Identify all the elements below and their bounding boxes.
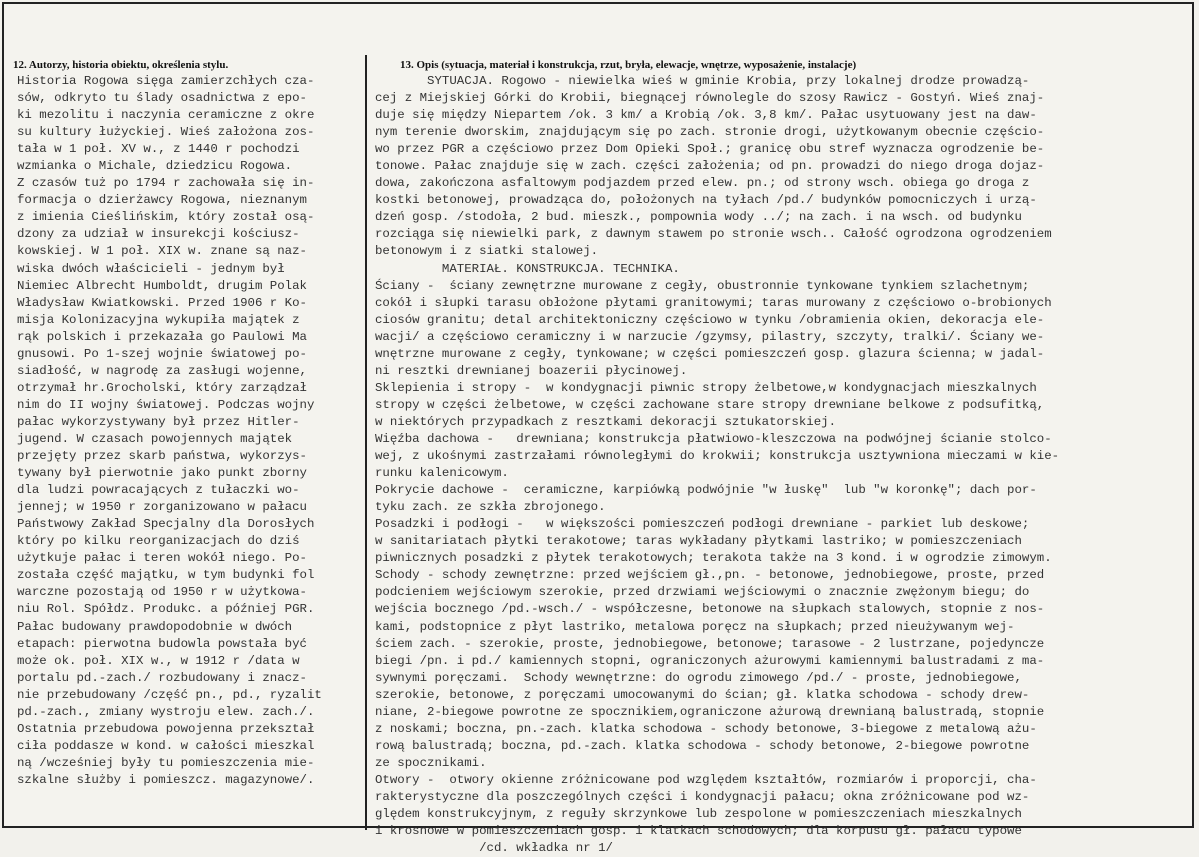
history-line: tała w 1 poł. XV w., z 1440 r pochodzi [17,142,300,157]
description-line: tonowe. Pałac znajduje się w zach. części założenia; od pn. prowadzi do niego droga dojaz- [375,159,1045,174]
description-line: cokół i słupki tarasu obłożone płytami granitowymi; taras murowany z częściowo o-brobionych [375,295,1052,310]
history-line: Władysław Kwiatkowski. Przed 1906 r Ko- [17,295,307,310]
section-12-header: 12. Autorzy, historia obiektu, określenia stylu. [13,59,229,71]
description-line: biegi /pn. i pd./ kamiennych stopni, ograniczonych ażurowymi kamiennymi balustradami z ma- [375,653,1045,668]
description-line: Pokrycie dachowe - ceramiczne, karpiówką podwójnie "w łuskę" lub "w koronkę"; dach por- [375,483,1037,498]
description-line: piwnicznych posadzki z płytek terakotowych; terakota także na 3 kond. i w ogrodzie zimowym. [375,551,1052,566]
history-line: nie przebudowany /część pn., pd., ryzalit [17,687,322,702]
history-line: Z czasów tuż po 1794 r zachowała się in- [17,176,315,191]
history-line: su kultury łużyckiej. Wieś założona zos- [17,125,315,140]
description-line: ze spocznikami. [375,755,487,770]
history-line: niu Rol. Spółdz. Produkc. a później PGR. [17,602,315,617]
history-line: Niemiec Albrecht Humboldt, drugim Polak [17,278,307,293]
description-line: rozciąga się niewielki park, z dawnym stawem po stronie wsch.. Całość ogrodzona ogrodzeniem [375,227,1052,242]
history-line: misja Kolonizacyjna wykupiła majątek z [17,312,300,327]
description-line: Otwory - otwory okienne zróżnicowane pod względem kształtów, rozmiarów i proporcji, cha- [375,772,1037,787]
description-line: szerokie, betonowe, z poręczami umocowanymi do ścian; gł. klatka schodowa - schody drew- [375,687,1030,702]
history-line: z imienia Cieślińskim, który został osą- [17,210,315,225]
description-line: niane, 2-biegowe powrotne ze spocznikiem,ograniczone ażurową drewnianą balustradą, stopnie [375,704,1045,719]
description-line: cej z Miejskiej Górki do Krobii, biegnącej równolegle do szosy Rawicz - Gostyń. Wieś znaj- [375,91,1045,106]
description-line: SYTUACJA. Rogowo - niewielka wieś w gminie Krobia, przy lokalnej drodze prowadzą- [375,74,1030,88]
description-line: Ściany - ściany zewnętrzne murowane z cegły, obustronnie tynkowane tynkiem szlachetnym; [375,278,1030,293]
description-line: dzeń gosp. /stodoła, 2 bud. mieszk., pompownia wody ../; na zach. i na wsch. od budynku [375,210,1022,225]
history-line: ki mezolitu i naczynia ceramiczne z okre [17,108,315,123]
history-line: szkalne służby i pomieszcz. magazynowe/. [17,772,315,787]
description-line: Posadzki i podłogi - w większości pomieszczeń podłogi drewniane - parkiet lub deskowe; [375,517,1030,532]
description-line: stropy w części żelbetowe, w części zachowane stare stropy drewniane belkowe z podsufitką, [375,397,1045,412]
description-line: wej, z ukośnymi zastrzałami równoległymi do krokwii; konstrukcja usztywniona mieczami w kie- [375,449,1060,464]
history-text [17,73,360,789]
history-line: przejęty przez skarb państwa, wykorzys- [17,449,307,464]
history-line: portalu pd.-zach./ rozbudowany i znacz- [17,670,307,685]
history-line: pałac wykorzystywany był przez Hitler- [17,414,300,429]
history-line: wzmianka o Michale, dziedzicu Rogowa. [17,159,293,174]
description-line: MATERIAŁ. KONSTRUKCJA. TECHNIKA. [375,261,680,276]
description-line: w niektórych przypadkach z resztkami dekoracji sztukatorskiej. [375,414,837,429]
history-line: formacja o dzierżawcy Rogowa, nieznanym [17,193,307,208]
history-line: rąk polskich i przekazała go Paulowi Ma [17,329,307,344]
section-13-header: 13. Opis (sytuacja, materiał i konstrukcja, rzut, bryła, elewacje, wnętrze, wyposażenie, instalacje) [400,59,857,71]
description-line: wo przez PGR a częściowo przez Dom Opieki Społ.; granicę obu stref wyznacza ogrodzenie be- [375,142,1045,157]
description-line: z noskami; boczna, pn.-zach. klatka schodowa - schody betonowe, 3-biegowe z metalową ażu- [375,721,1037,736]
history-line: została część majątku, w tym budynki fol [17,568,315,583]
description-line: wejścia bocznego /pd.-wsch./ - współczesne, betonowe na słupkach stalowych, stopnie z nos- [375,602,1045,617]
description-line: dowa, zakończona asfaltowym podjazdem przed elew. pn.; od strony wsch. obiega go droga z [375,176,1030,191]
column-divider [365,55,367,830]
description-line: i krosnowe w pomieszczeniach gosp. i klatkach schodowych; dla korpusu gł. pałacu typowe [375,824,1022,839]
description-line: ciosów granitu; detal architektoniczny częściowo w tynku /obramienia okien, dekoracja ele- [375,312,1045,327]
description-line: duje się między Niepartem /ok. 3 km/ a Krobią /ok. 3,8 km/. Pałac usytuowany jest na daw- [375,108,1037,123]
description-line: ściem zach. - szerokie, proste, jednobiegowe, betonowe; tarasowe - 2 lustrzane, pojedyncze [375,636,1045,651]
history-line: kowskiej. W 1 poł. XIX w. znane są naz- [17,244,307,259]
description-line: nym terenie dworskim, znajdującym się po zach. stronie drogi, użytkowanym obecnie częścio- [375,125,1045,140]
history-line: otrzymał hr.Grocholski, który zarządzał [17,380,307,395]
description-line: Więźba dachowa - drewniana; konstrukcja płatwiowo-kleszczowa na podwójnej ścianie stolco- [375,431,1052,446]
description-line: /cd. wkładka nr 1/ [375,841,613,856]
description-line: ględem konstrukcyjnym, z reguły skrzynkowe lub zespolone w pomieszczeniach mieszkalnych [375,807,1022,822]
description-line: podcieniem wejściowym szerokie, przed drzwiami wejściowymi o znacznie zwężonym biegu; do [375,585,1030,600]
history-line: Ostatnia przebudowa powojenna przekształ [17,721,315,736]
history-line: Państwowy Zakład Specjalny dla Dorosłych [17,517,315,532]
history-line: może ok. poł. XIX w., w 1912 r /data w [17,653,300,668]
history-line: siadłość, w nagrodę za zasługi wojenne, [17,363,307,378]
history-line: etapach: pierwotna budowla powstała być [17,636,307,651]
history-line: Pałac budowany prawdopodobnie w dwóch [17,619,293,634]
history-line: ną /wcześniej były tu pomieszczenia mie- [17,755,315,770]
history-line: nim do II wojny światowej. Podczas wojny [17,397,315,412]
description-text [375,73,1187,857]
description-line: w sanitariatach płytki terakotowe; taras wykładany płytkami lastriko; w pomieszczeniach [375,534,1022,549]
description-line: kostki betonowej, prowadząca do, położonych na tyłach /pd./ budynków pomocniczych i urzą- [375,193,1037,208]
description-line: rakterystyczne dla poszczególnych części i kondygnacji pałacu; okna zróżnicowane pod wz- [375,789,1030,804]
description-line: rową balustradą; boczna, pd.-zach. klatka schodowa - schody betonowe, 2-biegowe powrotne [375,738,1030,753]
description-line: kami, podstopnice z płyt lastriko, metalowa poręcz na słupkach; przed nieużywanym wej- [375,619,1015,634]
description-line: tyku zach. ze szkła zbrojonego. [375,500,606,515]
history-line: użytkuje pałac i teren wokół niego. Po- [17,551,307,566]
history-line: Historia Rogowa sięga zamierzchłych cza- [17,74,315,88]
description-line: wacji/ a częściowo ceramiczny i w narzucie /gzymsy, pilastry, szczyty, tralki/. Ściany we- [375,329,1045,344]
description-line: betonowym i z siatki stalowej. [375,244,599,259]
description-line: sywnymi poręczami. Schody wewnętrzne: do ogrodu zimowego /pd./ - proste, jednobiegowe, [375,670,1022,685]
history-line: tywany był pierwotnie jako punkt zborny [17,466,307,481]
description-line: Schody - schody zewnętrzne: przed wejściem gł.,pn. - betonowe, jednobiegowe, proste, przed [375,568,1045,583]
history-line: sów, odkryto tu ślady osadnictwa z epo- [17,91,307,106]
history-line: jennej; w 1950 r zorganizowano w pałacu [17,500,307,515]
history-line: gnusowi. Po 1-szej wojnie światowej po- [17,346,307,361]
description-line: wnętrzne murowane z cegły, tynkowane; w części pomieszczeń gosp. glazura ścienna; w jadal- [375,346,1045,361]
history-line: dla ludzi powracających z tułaczki wo- [17,483,300,498]
description-line: runku kalenicowym. [375,466,509,481]
history-line: warczne pozostają od 1950 r w użytkowa- [17,585,307,600]
history-line: wiska dwóch właścicieli - jednym był [17,261,285,276]
description-line: ni resztki drewnianej boazerii płycinowej. [375,363,688,378]
history-line: ciła poddasze w kond. w całości mieszkal [17,738,315,753]
history-line: jugend. W czasach powojennych majątek [17,431,293,446]
description-line: Sklepienia i stropy - w kondygnacji piwnic stropy żelbetowe,w kondygnacjach mieszkalnych [375,380,1037,395]
history-line: dzony za udział w insurekcji kościusz- [17,227,300,242]
history-line: który po kilku reorganizacjach do dziś [17,534,300,549]
history-line: pd.-zach., zmiany wystroju elew. zach./. [17,704,315,719]
